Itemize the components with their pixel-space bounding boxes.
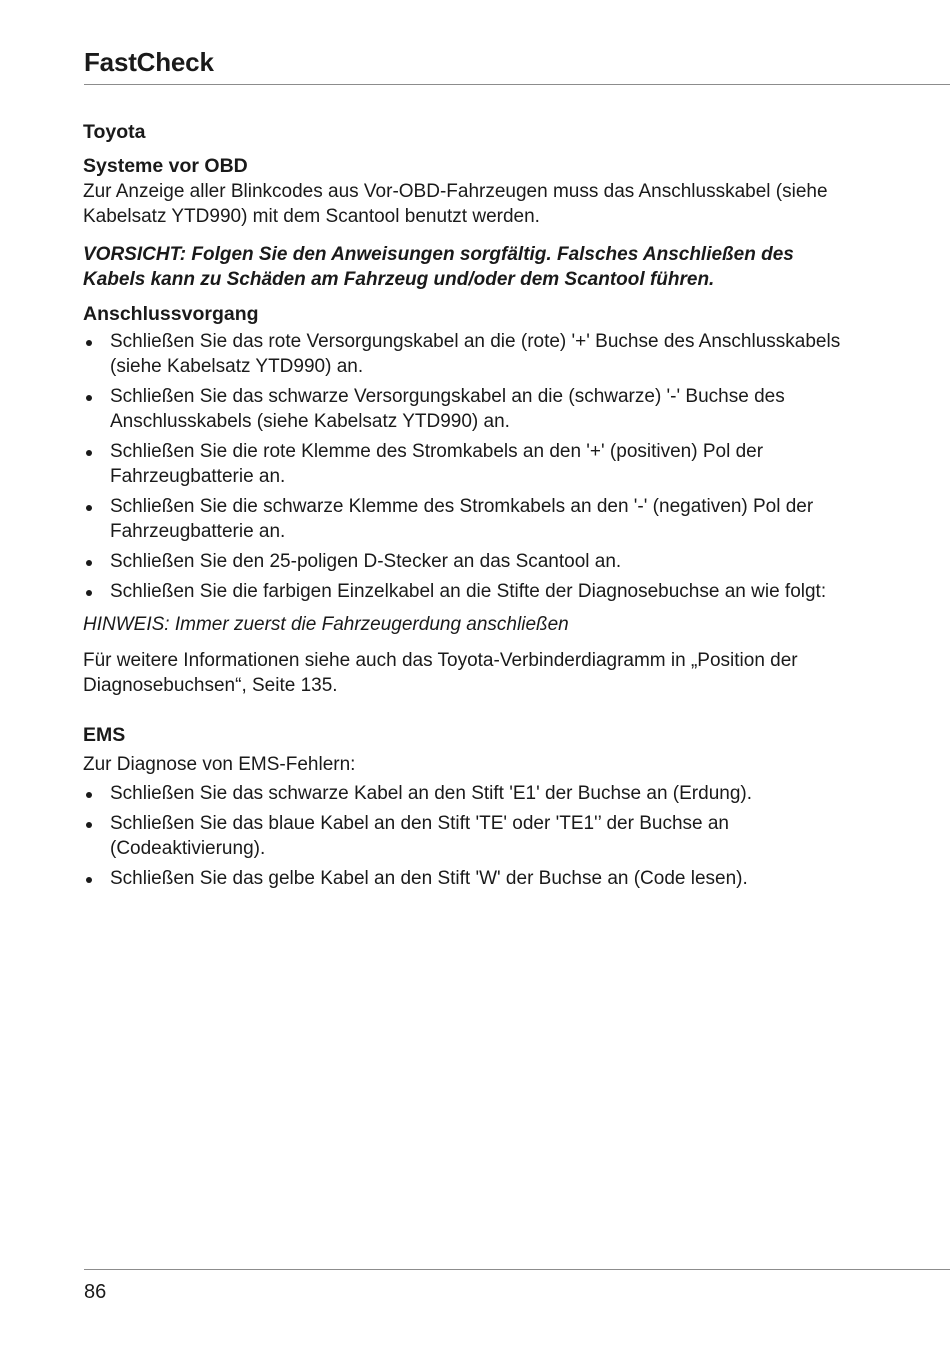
page-number: 86: [84, 1281, 107, 1303]
note-text: HINWEIS: Immer zuerst die Fahrzeugerdung anschließen: [83, 614, 569, 635]
list-item-text: Schließen Sie die rote Klemme des Stromkabels an den '+' (positiven) Pol der Fahrzeugbatterie an.: [110, 441, 764, 487]
bullet-icon: [86, 877, 92, 883]
list-item-text: Schließen Sie das schwarze Versorgungskabel an die (schwarze) '-' Buchse des Anschlusskabels (siehe Kabelsatz YTD990) an.: [110, 386, 785, 432]
page-content: [83, 120, 843, 896]
bullet-icon: [86, 822, 92, 828]
procedure-list: [83, 329, 843, 604]
list-item: [83, 579, 843, 604]
ems-intro: Zur Diagnose von EMS-Fehlern:: [83, 754, 356, 775]
bullet-icon: [86, 560, 92, 566]
list-item: [83, 494, 843, 544]
list-item-text: Schließen Sie den 25-poligen D-Stecker an das Scantool an.: [110, 551, 622, 572]
page-header: [84, 44, 950, 85]
page-footer: [84, 1269, 950, 1305]
warning-text: VORSICHT: Folgen Sie den Anweisungen sorgfältig. Falsches Anschließen des Kabels kann zu Schäden am Fahrzeug und/oder dem Scantool führen.: [83, 244, 794, 290]
list-item-text: Schließen Sie das rote Versorgungskabel an die (rote) '+' Buchse des Anschlusskabels (siehe Kabelsatz YTD990) an.: [110, 331, 841, 377]
list-item: [83, 781, 843, 806]
list-item-text: Schließen Sie die schwarze Klemme des Stromkabels an den '-' (negativen) Pol der Fahrzeugbatterie an.: [110, 496, 814, 542]
list-item: [83, 866, 843, 891]
list-item-text: Schließen Sie die farbigen Einzelkabel an die Stifte der Diagnosebuchse an wie folgt:: [110, 581, 827, 602]
list-item-text: Schließen Sie das gelbe Kabel an den Stift 'W' der Buchse an (Code lesen).: [110, 868, 748, 889]
procedure-heading: Anschlussvorgang: [83, 303, 259, 325]
section-subheading: Systeme vor OBD: [83, 155, 248, 177]
bullet-icon: [86, 792, 92, 798]
bullet-icon: [86, 395, 92, 401]
list-item: [83, 329, 843, 379]
list-item: [83, 384, 843, 434]
bullet-icon: [86, 590, 92, 596]
brand-heading: Toyota: [83, 121, 146, 143]
list-item: [83, 811, 843, 861]
bullet-icon: [86, 340, 92, 346]
bullet-icon: [86, 505, 92, 511]
list-item: [83, 439, 843, 489]
page-title: FastCheck: [84, 47, 214, 77]
ems-heading: EMS: [83, 724, 126, 746]
list-item-text: Schließen Sie das schwarze Kabel an den Stift 'E1' der Buchse an (Erdung).: [110, 783, 753, 804]
list-item: [83, 549, 843, 574]
bullet-icon: [86, 450, 92, 456]
list-item-text: Schließen Sie das blaue Kabel an den Stift 'TE' oder 'TE1'’ der Buchse an (Codeaktivierung).: [110, 813, 730, 859]
intro-paragraph: Zur Anzeige aller Blinkcodes aus Vor-OBD-Fahrzeugen muss das Anschlusskabel (siehe Kabelsatz YTD990) mit dem Scantool benutzt werden.: [83, 181, 828, 227]
ems-list: [83, 781, 843, 891]
reference-paragraph: Für weitere Informationen siehe auch das Toyota-Verbinderdiagramm in „Position der Diagnosebuchsen“, Seite 135.: [83, 650, 798, 696]
